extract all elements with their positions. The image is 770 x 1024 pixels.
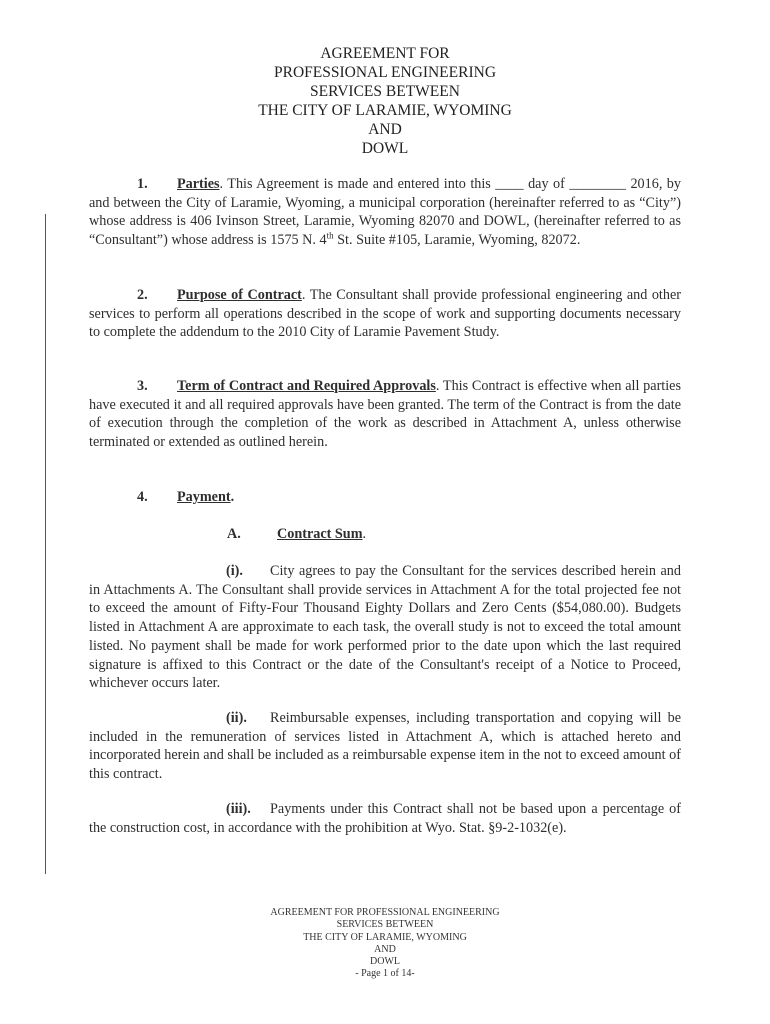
item-ii xyxy=(89,709,681,784)
item-number: (iii). xyxy=(226,801,251,817)
section-purpose xyxy=(89,286,681,342)
item-text: Reimbursable expenses, including transportation and copying will be included in the remuneration of services listed in Attachment A, which is attached hereto and incorporated herein and shall be included as a reimbursable expense item in the not to exceed amount of this contract. xyxy=(89,710,681,783)
section-number: 2. xyxy=(137,287,148,303)
footer-line: SERVICES BETWEEN xyxy=(336,919,434,931)
title-line: PROFESSIONAL ENGINEERING xyxy=(273,64,497,81)
title-line: THE CITY OF LARAMIE, WYOMING xyxy=(258,102,512,119)
title-line: DOWL xyxy=(361,140,409,157)
item-text: Payments under this Contract shall not be based upon a percentage of the construction cost, in accordance with the prohibition at Wyo. Stat. §9-2-1032(e). xyxy=(89,801,681,836)
section-parties xyxy=(89,175,681,250)
item-number: (i). xyxy=(226,563,243,579)
section-term xyxy=(89,377,681,452)
item-iii xyxy=(89,800,681,837)
item-number: (ii). xyxy=(226,710,247,726)
heading-suffix: . xyxy=(230,489,235,505)
section-number: 1. xyxy=(137,176,148,192)
section-text: . This Agreement is made and entered into this ____ day of ________ 2016, by and between the City of Laramie, Wyoming, a municipal corporation (hereinafter referred to as “City”) whose address is 406 Ivinson Street, Laramie, Wyoming 82070 and DOWL, (hereinafter referred to as “Consultant”) whose address is 1575 N. 4 xyxy=(89,176,681,249)
margin-revision-bar xyxy=(45,214,46,874)
section-payment xyxy=(89,488,681,507)
section-number: 4. xyxy=(137,489,148,505)
section-number: 3. xyxy=(137,378,148,394)
page-number: - Page 1 of 14- xyxy=(355,968,415,980)
section-heading: Purpose of Contract xyxy=(177,287,302,303)
footer-line: AND xyxy=(374,943,396,955)
section-heading: Term of Contract and Required Approvals xyxy=(177,378,436,394)
title-line: AND xyxy=(368,121,402,138)
section-text: St. Suite #105, Laramie, Wyoming, 82072. xyxy=(333,232,581,249)
ordinal-suffix: th xyxy=(326,230,334,241)
section-text: . The Consultant shall provide professional engineering and other services to perform all operations described in the scope of work and supporting documents necessary to complete the addendum to the 2010 City of Laramie Pavement Study. xyxy=(89,287,681,341)
subsection-heading: Contract Sum xyxy=(277,526,363,542)
item-text: City agrees to pay the Consultant for the services described herein and in Attachments A. The Consultant shall provide services in Attachment A for the total projected fee not to exceed the amount of Fifty-Four Thousand Eighty Dollars and Zero Cents ($54,080.00). Budgets listed in Attachment A are approximate to each task, the overall study is not to exceed the total amount listed. No payment shall be made for work performed prior to the date upon which the last required signature is affixed to this Contract or the date of the Consultant's receipt of a Notice to Proceed, whichever occurs later. xyxy=(89,563,681,692)
footer-line: THE CITY OF LARAMIE, WYOMING xyxy=(303,931,467,943)
subsection-contract-sum xyxy=(89,525,681,544)
section-text: . This Contract is effective when all parties have executed it and all required approvals have been granted. The term of the Contract is from the date of execution through the completion of the work as described in Attachment A, unless otherwise terminated or extended as outlined herein. xyxy=(89,378,681,451)
footer-line: DOWL xyxy=(370,956,400,968)
subsection-number: A. xyxy=(227,526,241,542)
section-heading: Payment xyxy=(177,489,231,505)
section-heading: Parties xyxy=(177,176,220,192)
item-i xyxy=(89,562,681,693)
title-line: SERVICES BETWEEN xyxy=(310,83,460,100)
heading-suffix: . xyxy=(362,526,367,542)
footer-line: AGREEMENT FOR PROFESSIONAL ENGINEERING xyxy=(270,907,500,918)
page-footer xyxy=(0,907,770,981)
title-line: AGREEMENT FOR xyxy=(320,45,450,62)
document-title xyxy=(0,44,770,158)
